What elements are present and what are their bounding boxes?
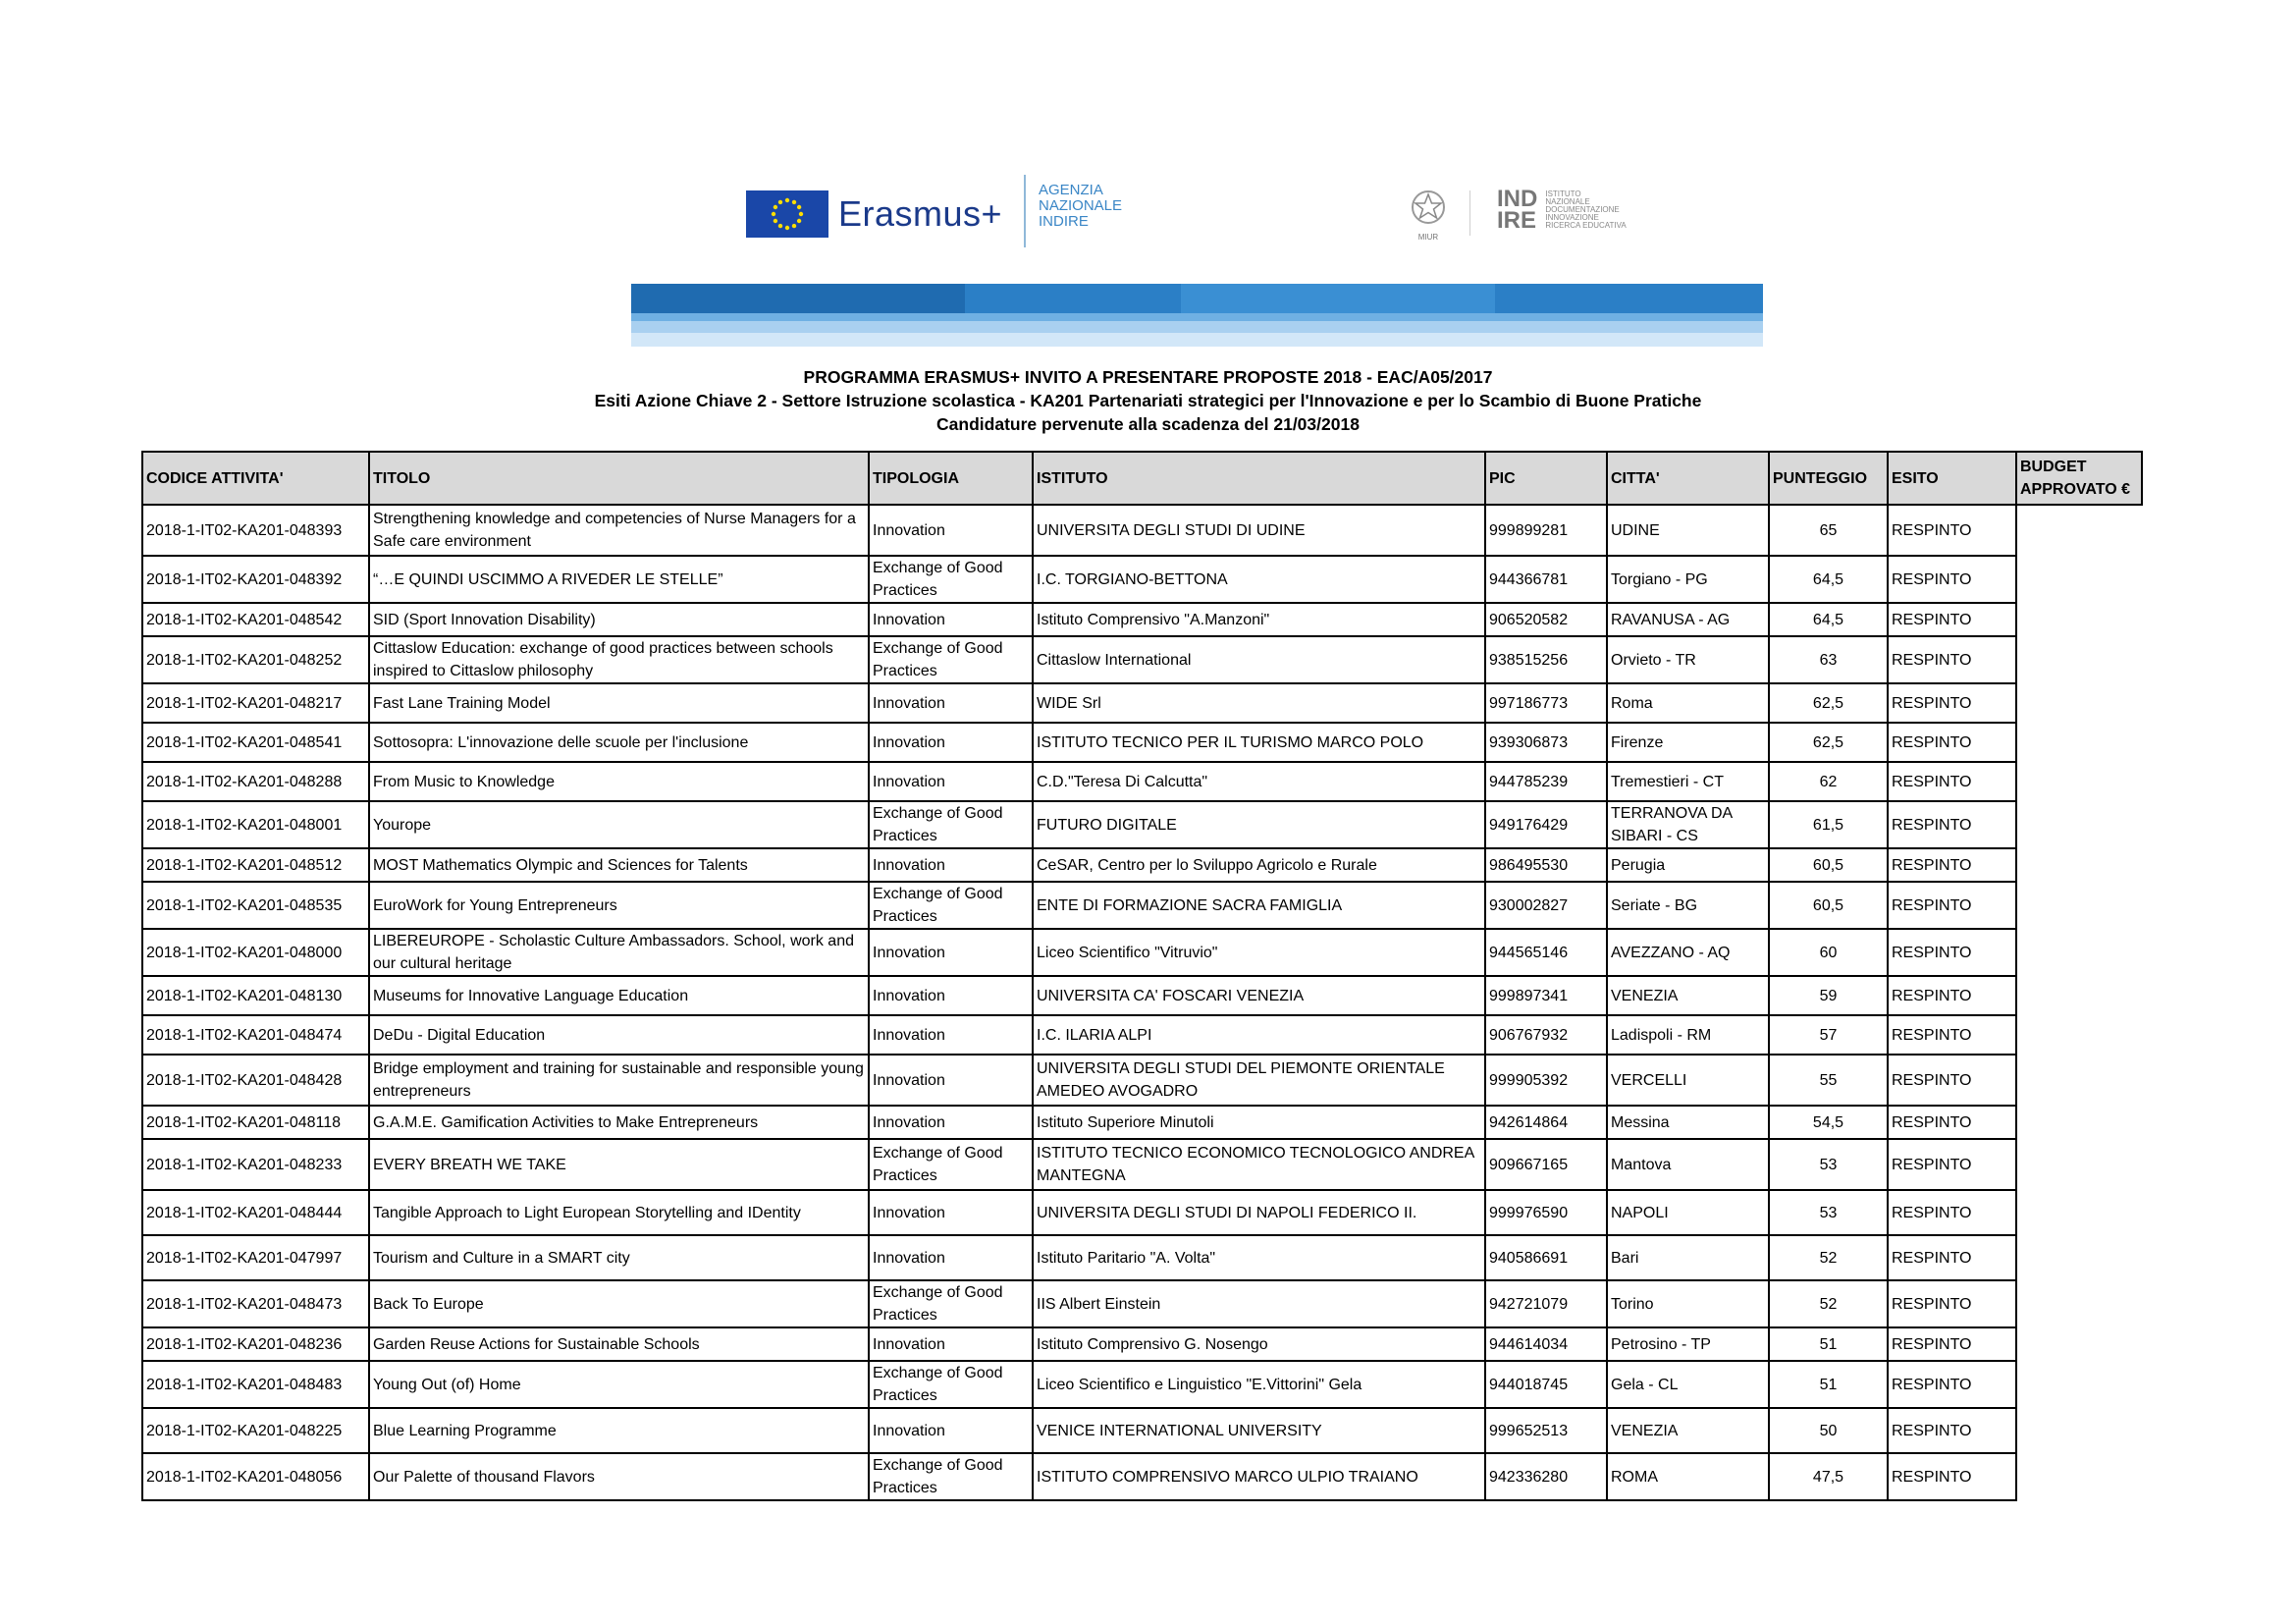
table-row bbox=[142, 801, 2142, 848]
table-row bbox=[142, 882, 2142, 929]
cell-codice: 2018-1-IT02-KA201-048130 bbox=[142, 976, 369, 1015]
cell-titolo: Sottosopra: L'innovazione delle scuole per l'inclusione bbox=[369, 723, 869, 762]
cell-budget bbox=[2016, 1106, 2142, 1139]
cell-istituto: I.C. TORGIANO-BETTONA bbox=[1033, 556, 1485, 603]
indire-mark-line: IRE bbox=[1497, 207, 1537, 234]
cell-codice: 2018-1-IT02-KA201-048233 bbox=[142, 1139, 369, 1190]
cell-pic: 944614034 bbox=[1485, 1327, 1607, 1361]
cell-budget bbox=[2016, 1139, 2142, 1190]
column-header: TIPOLOGIA bbox=[869, 452, 1033, 505]
cell-codice: 2018-1-IT02-KA201-048535 bbox=[142, 882, 369, 929]
cell-pic: 942614864 bbox=[1485, 1106, 1607, 1139]
cell-esito: RESPINTO bbox=[1888, 1327, 2016, 1361]
cell-budget bbox=[2016, 848, 2142, 882]
cell-punteggio: 60 bbox=[1769, 929, 1888, 976]
cell-istituto: ENTE DI FORMAZIONE SACRA FAMIGLIA bbox=[1033, 882, 1485, 929]
cell-titolo: Garden Reuse Actions for Sustainable Schools bbox=[369, 1327, 869, 1361]
cell-budget bbox=[2016, 801, 2142, 848]
cell-esito: RESPINTO bbox=[1888, 1106, 2016, 1139]
header-logos bbox=[746, 175, 1669, 253]
cell-titolo: Back To Europe bbox=[369, 1280, 869, 1327]
cell-titolo: Cittaslow Education: exchange of good practices between schools inspired to Cittaslow philosophy bbox=[369, 636, 869, 683]
cell-esito: RESPINTO bbox=[1888, 723, 2016, 762]
cell-istituto: Istituto Comprensivo G. Nosengo bbox=[1033, 1327, 1485, 1361]
cell-budget bbox=[2016, 636, 2142, 683]
cell-titolo: G.A.M.E. Gamification Activities to Make Entrepreneurs bbox=[369, 1106, 869, 1139]
cell-punteggio: 52 bbox=[1769, 1280, 1888, 1327]
cell-citta: ROMA bbox=[1607, 1453, 1769, 1500]
cell-tipologia: Innovation bbox=[869, 848, 1033, 882]
table-row bbox=[142, 1408, 2142, 1453]
table-row bbox=[142, 976, 2142, 1015]
cell-punteggio: 59 bbox=[1769, 976, 1888, 1015]
cell-budget bbox=[2016, 723, 2142, 762]
indire-text-line: RICERCA EDUCATIVA bbox=[1545, 221, 1627, 230]
column-header: TITOLO bbox=[369, 452, 869, 505]
cell-pic: 906520582 bbox=[1485, 603, 1607, 636]
cell-pic: 999897341 bbox=[1485, 976, 1607, 1015]
indire-text-line: NAZIONALE bbox=[1545, 197, 1590, 206]
cell-codice: 2018-1-IT02-KA201-048444 bbox=[142, 1190, 369, 1235]
miur-label: MIUR bbox=[1417, 233, 1439, 242]
cell-codice: 2018-1-IT02-KA201-048225 bbox=[142, 1408, 369, 1453]
table-row bbox=[142, 762, 2142, 801]
table-header-row bbox=[142, 452, 2142, 505]
cell-tipologia: Exchange of Good Practices bbox=[869, 556, 1033, 603]
cell-citta: Seriate - BG bbox=[1607, 882, 1769, 929]
cell-tipologia: Exchange of Good Practices bbox=[869, 801, 1033, 848]
cell-tipologia: Innovation bbox=[869, 1190, 1033, 1235]
table-row bbox=[142, 636, 2142, 683]
eu-star-icon bbox=[785, 198, 789, 202]
cell-citta: VENEZIA bbox=[1607, 1408, 1769, 1453]
eu-star-icon bbox=[774, 205, 777, 209]
cell-esito: RESPINTO bbox=[1888, 929, 2016, 976]
cell-citta: Firenze bbox=[1607, 723, 1769, 762]
cell-tipologia: Innovation bbox=[869, 1327, 1033, 1361]
title-line-3: Candidature pervenute alla scadenza del 21/03/2018 bbox=[936, 414, 1360, 434]
cell-budget bbox=[2016, 1408, 2142, 1453]
cell-budget bbox=[2016, 1453, 2142, 1500]
cell-tipologia: Exchange of Good Practices bbox=[869, 1361, 1033, 1408]
logo-divider bbox=[1024, 175, 1026, 247]
cell-punteggio: 51 bbox=[1769, 1361, 1888, 1408]
cell-tipologia: Innovation bbox=[869, 603, 1033, 636]
table-row bbox=[142, 848, 2142, 882]
cell-istituto: UNIVERSITA DEGLI STUDI DEL PIEMONTE ORIENTALE AMEDEO AVOGADRO bbox=[1033, 1055, 1485, 1106]
cell-codice: 2018-1-IT02-KA201-048001 bbox=[142, 801, 369, 848]
cell-titolo: LIBEREUROPE - Scholastic Culture Ambassadors. School, work and our cultural heritage bbox=[369, 929, 869, 976]
cell-esito: RESPINTO bbox=[1888, 1015, 2016, 1055]
table-row bbox=[142, 1235, 2142, 1280]
cell-istituto: ISTITUTO COMPRENSIVO MARCO ULPIO TRAIANO bbox=[1033, 1453, 1485, 1500]
cell-pic: 986495530 bbox=[1485, 848, 1607, 882]
cell-titolo: Bridge employment and training for sustainable and responsible young entrepreneurs bbox=[369, 1055, 869, 1106]
cell-codice: 2018-1-IT02-KA201-048393 bbox=[142, 505, 369, 556]
cell-titolo: EVERY BREATH WE TAKE bbox=[369, 1139, 869, 1190]
column-header: PUNTEGGIO bbox=[1769, 452, 1888, 505]
cell-tipologia: Innovation bbox=[869, 723, 1033, 762]
cell-pic: 938515256 bbox=[1485, 636, 1607, 683]
cell-citta: Gela - CL bbox=[1607, 1361, 1769, 1408]
cell-pic: 930002827 bbox=[1485, 882, 1607, 929]
cell-pic: 944018745 bbox=[1485, 1361, 1607, 1408]
cell-esito: RESPINTO bbox=[1888, 976, 2016, 1015]
cell-punteggio: 54,5 bbox=[1769, 1106, 1888, 1139]
header-banner bbox=[631, 284, 1763, 347]
table-row bbox=[142, 1190, 2142, 1235]
indire-mark bbox=[1497, 186, 1538, 234]
cell-esito: RESPINTO bbox=[1888, 636, 2016, 683]
cell-tipologia: Innovation bbox=[869, 1015, 1033, 1055]
cell-istituto: UNIVERSITA CA' FOSCARI VENEZIA bbox=[1033, 976, 1485, 1015]
cell-istituto: ISTITUTO TECNICO PER IL TURISMO MARCO POLO bbox=[1033, 723, 1485, 762]
column-header: ESITO bbox=[1888, 452, 2016, 505]
cell-punteggio: 60,5 bbox=[1769, 848, 1888, 882]
cell-punteggio: 64,5 bbox=[1769, 556, 1888, 603]
cell-codice: 2018-1-IT02-KA201-048288 bbox=[142, 762, 369, 801]
cell-esito: RESPINTO bbox=[1888, 1361, 2016, 1408]
cell-istituto: C.D."Teresa Di Calcutta" bbox=[1033, 762, 1485, 801]
cell-citta: NAPOLI bbox=[1607, 1190, 1769, 1235]
cell-istituto: UNIVERSITA DEGLI STUDI DI UDINE bbox=[1033, 505, 1485, 556]
cell-pic: 944565146 bbox=[1485, 929, 1607, 976]
cell-punteggio: 52 bbox=[1769, 1235, 1888, 1280]
cell-punteggio: 62 bbox=[1769, 762, 1888, 801]
eu-star-icon bbox=[772, 212, 775, 216]
cell-budget bbox=[2016, 1327, 2142, 1361]
cell-istituto: Istituto Paritario "A. Volta" bbox=[1033, 1235, 1485, 1280]
table-row bbox=[142, 1453, 2142, 1500]
cell-punteggio: 53 bbox=[1769, 1190, 1888, 1235]
cell-punteggio: 51 bbox=[1769, 1327, 1888, 1361]
cell-punteggio: 53 bbox=[1769, 1139, 1888, 1190]
table-row bbox=[142, 1055, 2142, 1106]
miur-emblem bbox=[1404, 189, 1453, 242]
cell-pic: 942336280 bbox=[1485, 1453, 1607, 1500]
cell-tipologia: Innovation bbox=[869, 505, 1033, 556]
table-row bbox=[142, 723, 2142, 762]
cell-titolo: SID (Sport Innovation Disability) bbox=[369, 603, 869, 636]
cell-codice: 2018-1-IT02-KA201-048252 bbox=[142, 636, 369, 683]
eu-star-icon bbox=[797, 205, 801, 209]
cell-istituto: WIDE Srl bbox=[1033, 683, 1485, 723]
cell-budget bbox=[2016, 1015, 2142, 1055]
cell-citta: Ladispoli - RM bbox=[1607, 1015, 1769, 1055]
cell-budget bbox=[2016, 1235, 2142, 1280]
cell-esito: RESPINTO bbox=[1888, 1453, 2016, 1500]
cell-pic: 999905392 bbox=[1485, 1055, 1607, 1106]
cell-istituto: FUTURO DIGITALE bbox=[1033, 801, 1485, 848]
cell-tipologia: Innovation bbox=[869, 976, 1033, 1015]
cell-titolo: Museums for Innovative Language Education bbox=[369, 976, 869, 1015]
cell-punteggio: 60,5 bbox=[1769, 882, 1888, 929]
cell-punteggio: 64,5 bbox=[1769, 603, 1888, 636]
cell-esito: RESPINTO bbox=[1888, 1139, 2016, 1190]
table-row bbox=[142, 1280, 2142, 1327]
cell-codice: 2018-1-IT02-KA201-048236 bbox=[142, 1327, 369, 1361]
eu-star-icon bbox=[774, 219, 777, 223]
cell-codice: 2018-1-IT02-KA201-048473 bbox=[142, 1280, 369, 1327]
cell-titolo: Our Palette of thousand Flavors bbox=[369, 1453, 869, 1500]
cell-esito: RESPINTO bbox=[1888, 882, 2016, 929]
cell-budget bbox=[2016, 929, 2142, 976]
cell-istituto: IIS Albert Einstein bbox=[1033, 1280, 1485, 1327]
title-line-1: PROGRAMMA ERASMUS+ INVITO A PRESENTARE PROPOSTE 2018 - EAC/A05/2017 bbox=[803, 367, 1493, 387]
cell-codice: 2018-1-IT02-KA201-048217 bbox=[142, 683, 369, 723]
erasmus-wordmark: Erasmus+ bbox=[838, 193, 1003, 234]
cell-esito: RESPINTO bbox=[1888, 556, 2016, 603]
cell-punteggio: 62,5 bbox=[1769, 683, 1888, 723]
cell-tipologia: Exchange of Good Practices bbox=[869, 1453, 1033, 1500]
document-titles bbox=[0, 365, 2296, 436]
indire-text bbox=[1545, 190, 1626, 230]
cell-istituto: Istituto Superiore Minutoli bbox=[1033, 1106, 1485, 1139]
logo-divider bbox=[1469, 190, 1470, 236]
cell-esito: RESPINTO bbox=[1888, 1280, 2016, 1327]
cell-budget bbox=[2016, 603, 2142, 636]
cell-istituto: Liceo Scientifico e Linguistico "E.Vittorini" Gela bbox=[1033, 1361, 1485, 1408]
cell-istituto: CeSAR, Centro per lo Sviluppo Agricolo e Rurale bbox=[1033, 848, 1485, 882]
cell-budget bbox=[2016, 556, 2142, 603]
cell-esito: RESPINTO bbox=[1888, 848, 2016, 882]
cell-titolo: MOST Mathematics Olympic and Sciences for Talents bbox=[369, 848, 869, 882]
title-line-2: Esiti Azione Chiave 2 - Settore Istruzione scolastica - KA201 Partenariati strategici per l'Innovazione e per lo Scambio di Buone Pratiche bbox=[594, 391, 1702, 410]
cell-istituto: Istituto Comprensivo "A.Manzoni" bbox=[1033, 603, 1485, 636]
cell-tipologia: Innovation bbox=[869, 929, 1033, 976]
cell-esito: RESPINTO bbox=[1888, 683, 2016, 723]
cell-citta: Torgiano - PG bbox=[1607, 556, 1769, 603]
cell-pic: 949176429 bbox=[1485, 801, 1607, 848]
cell-citta: Messina bbox=[1607, 1106, 1769, 1139]
cell-titolo: From Music to Knowledge bbox=[369, 762, 869, 801]
cell-pic: 944785239 bbox=[1485, 762, 1607, 801]
cell-punteggio: 61,5 bbox=[1769, 801, 1888, 848]
column-header: PIC bbox=[1485, 452, 1607, 505]
cell-istituto: Liceo Scientifico "Vitruvio" bbox=[1033, 929, 1485, 976]
agency-line: INDIRE bbox=[1039, 213, 1089, 230]
cell-citta: Roma bbox=[1607, 683, 1769, 723]
cell-citta: Petrosino - TP bbox=[1607, 1327, 1769, 1361]
cell-budget bbox=[2016, 1361, 2142, 1408]
cell-tipologia: Exchange of Good Practices bbox=[869, 1139, 1033, 1190]
cell-budget bbox=[2016, 1190, 2142, 1235]
cell-esito: RESPINTO bbox=[1888, 1055, 2016, 1106]
cell-esito: RESPINTO bbox=[1888, 762, 2016, 801]
cell-pic: 939306873 bbox=[1485, 723, 1607, 762]
cell-codice: 2018-1-IT02-KA201-048118 bbox=[142, 1106, 369, 1139]
cell-codice: 2018-1-IT02-KA201-048000 bbox=[142, 929, 369, 976]
cell-titolo: Strengthening knowledge and competencies of Nurse Managers for a Safe care environment bbox=[369, 505, 869, 556]
cell-istituto: VENICE INTERNATIONAL UNIVERSITY bbox=[1033, 1408, 1485, 1453]
cell-titolo: EuroWork for Young Entrepreneurs bbox=[369, 882, 869, 929]
table-row bbox=[142, 929, 2142, 976]
cell-citta: UDINE bbox=[1607, 505, 1769, 556]
cell-pic: 909667165 bbox=[1485, 1139, 1607, 1190]
cell-budget bbox=[2016, 683, 2142, 723]
cell-codice: 2018-1-IT02-KA201-048483 bbox=[142, 1361, 369, 1408]
cell-codice: 2018-1-IT02-KA201-047997 bbox=[142, 1235, 369, 1280]
indire-mark-line: IND bbox=[1497, 186, 1538, 212]
eu-star-icon bbox=[799, 212, 803, 216]
cell-codice: 2018-1-IT02-KA201-048541 bbox=[142, 723, 369, 762]
cell-titolo: Blue Learning Programme bbox=[369, 1408, 869, 1453]
cell-pic: 999899281 bbox=[1485, 505, 1607, 556]
eu-star-icon bbox=[785, 226, 789, 230]
eu-star-icon bbox=[792, 224, 796, 228]
cell-esito: RESPINTO bbox=[1888, 1408, 2016, 1453]
cell-budget bbox=[2016, 976, 2142, 1015]
cell-citta: Tremestieri - CT bbox=[1607, 762, 1769, 801]
eu-star-icon bbox=[778, 200, 782, 204]
column-header: ISTITUTO bbox=[1033, 452, 1485, 505]
cell-citta: Torino bbox=[1607, 1280, 1769, 1327]
star-emblem-icon bbox=[1409, 189, 1448, 226]
table-row bbox=[142, 1361, 2142, 1408]
cell-codice: 2018-1-IT02-KA201-048474 bbox=[142, 1015, 369, 1055]
table-row bbox=[142, 683, 2142, 723]
cell-tipologia: Innovation bbox=[869, 1106, 1033, 1139]
erasmus-logo bbox=[746, 187, 1002, 242]
column-header: CITTA' bbox=[1607, 452, 1769, 505]
cell-titolo: Tourism and Culture in a SMART city bbox=[369, 1235, 869, 1280]
table-row bbox=[142, 603, 2142, 636]
cell-titolo: “…E QUINDI USCIMMO A RIVEDER LE STELLE” bbox=[369, 556, 869, 603]
cell-titolo: DeDu - Digital Education bbox=[369, 1015, 869, 1055]
cell-citta: TERRANOVA DA SIBARI - CS bbox=[1607, 801, 1769, 848]
cell-tipologia: Exchange of Good Practices bbox=[869, 1280, 1033, 1327]
indire-text-line: ISTITUTO bbox=[1545, 189, 1581, 198]
cell-citta: AVEZZANO - AQ bbox=[1607, 929, 1769, 976]
cell-codice: 2018-1-IT02-KA201-048056 bbox=[142, 1453, 369, 1500]
cell-esito: RESPINTO bbox=[1888, 801, 2016, 848]
cell-esito: RESPINTO bbox=[1888, 1190, 2016, 1235]
agency-line: AGENZIA bbox=[1039, 182, 1103, 198]
cell-punteggio: 50 bbox=[1769, 1408, 1888, 1453]
cell-citta: VENEZIA bbox=[1607, 976, 1769, 1015]
cell-codice: 2018-1-IT02-KA201-048542 bbox=[142, 603, 369, 636]
cell-titolo: Yourope bbox=[369, 801, 869, 848]
cell-budget bbox=[2016, 762, 2142, 801]
cell-budget bbox=[2016, 882, 2142, 929]
cell-tipologia: Innovation bbox=[869, 1408, 1033, 1453]
cell-istituto: ISTITUTO TECNICO ECONOMICO TECNOLOGICO ANDREA MANTEGNA bbox=[1033, 1139, 1485, 1190]
cell-punteggio: 62,5 bbox=[1769, 723, 1888, 762]
cell-punteggio: 57 bbox=[1769, 1015, 1888, 1055]
cell-esito: RESPINTO bbox=[1888, 505, 2016, 556]
table-row bbox=[142, 556, 2142, 603]
cell-pic: 906767932 bbox=[1485, 1015, 1607, 1055]
table-row bbox=[142, 1139, 2142, 1190]
cell-budget bbox=[2016, 505, 2142, 556]
agency-label bbox=[1039, 183, 1122, 230]
cell-citta: Bari bbox=[1607, 1235, 1769, 1280]
results-table bbox=[141, 451, 2143, 1501]
column-header: BUDGET APPROVATO € bbox=[2016, 452, 2142, 505]
eu-flag-icon bbox=[746, 190, 828, 238]
cell-citta: RAVANUSA - AG bbox=[1607, 603, 1769, 636]
cell-citta: Perugia bbox=[1607, 848, 1769, 882]
cell-punteggio: 65 bbox=[1769, 505, 1888, 556]
cell-budget bbox=[2016, 1280, 2142, 1327]
cell-titolo: Fast Lane Training Model bbox=[369, 683, 869, 723]
cell-pic: 940586691 bbox=[1485, 1235, 1607, 1280]
eu-star-icon bbox=[778, 224, 782, 228]
cell-pic: 997186773 bbox=[1485, 683, 1607, 723]
cell-tipologia: Exchange of Good Practices bbox=[869, 882, 1033, 929]
cell-tipologia: Innovation bbox=[869, 1235, 1033, 1280]
cell-punteggio: 63 bbox=[1769, 636, 1888, 683]
cell-punteggio: 47,5 bbox=[1769, 1453, 1888, 1500]
table-row bbox=[142, 1106, 2142, 1139]
table-row bbox=[142, 1015, 2142, 1055]
cell-pic: 999976590 bbox=[1485, 1190, 1607, 1235]
cell-esito: RESPINTO bbox=[1888, 1235, 2016, 1280]
table-row bbox=[142, 505, 2142, 556]
cell-tipologia: Innovation bbox=[869, 762, 1033, 801]
table-row bbox=[142, 1327, 2142, 1361]
agency-line: NAZIONALE bbox=[1039, 197, 1123, 214]
cell-citta: VERCELLI bbox=[1607, 1055, 1769, 1106]
cell-codice: 2018-1-IT02-KA201-048428 bbox=[142, 1055, 369, 1106]
cell-pic: 999652513 bbox=[1485, 1408, 1607, 1453]
cell-tipologia: Innovation bbox=[869, 1055, 1033, 1106]
cell-esito: RESPINTO bbox=[1888, 603, 2016, 636]
eu-star-icon bbox=[792, 200, 796, 204]
cell-pic: 944366781 bbox=[1485, 556, 1607, 603]
cell-titolo: Young Out (of) Home bbox=[369, 1361, 869, 1408]
indire-text-line: DOCUMENTAZIONE bbox=[1545, 205, 1620, 214]
cell-budget bbox=[2016, 1055, 2142, 1106]
cell-codice: 2018-1-IT02-KA201-048512 bbox=[142, 848, 369, 882]
cell-pic: 942721079 bbox=[1485, 1280, 1607, 1327]
column-header: CODICE ATTIVITA' bbox=[142, 452, 369, 505]
cell-tipologia: Exchange of Good Practices bbox=[869, 636, 1033, 683]
indire-logo bbox=[1497, 186, 1627, 234]
cell-istituto: Cittaslow International bbox=[1033, 636, 1485, 683]
cell-codice: 2018-1-IT02-KA201-048392 bbox=[142, 556, 369, 603]
cell-titolo: Tangible Approach to Light European Storytelling and IDentity bbox=[369, 1190, 869, 1235]
cell-punteggio: 55 bbox=[1769, 1055, 1888, 1106]
cell-tipologia: Innovation bbox=[869, 683, 1033, 723]
indire-text-line: INNOVAZIONE bbox=[1545, 213, 1599, 222]
eu-star-icon bbox=[797, 219, 801, 223]
cell-istituto: I.C. ILARIA ALPI bbox=[1033, 1015, 1485, 1055]
cell-istituto: UNIVERSITA DEGLI STUDI DI NAPOLI FEDERICO II. bbox=[1033, 1190, 1485, 1235]
cell-citta: Orvieto - TR bbox=[1607, 636, 1769, 683]
cell-citta: Mantova bbox=[1607, 1139, 1769, 1190]
